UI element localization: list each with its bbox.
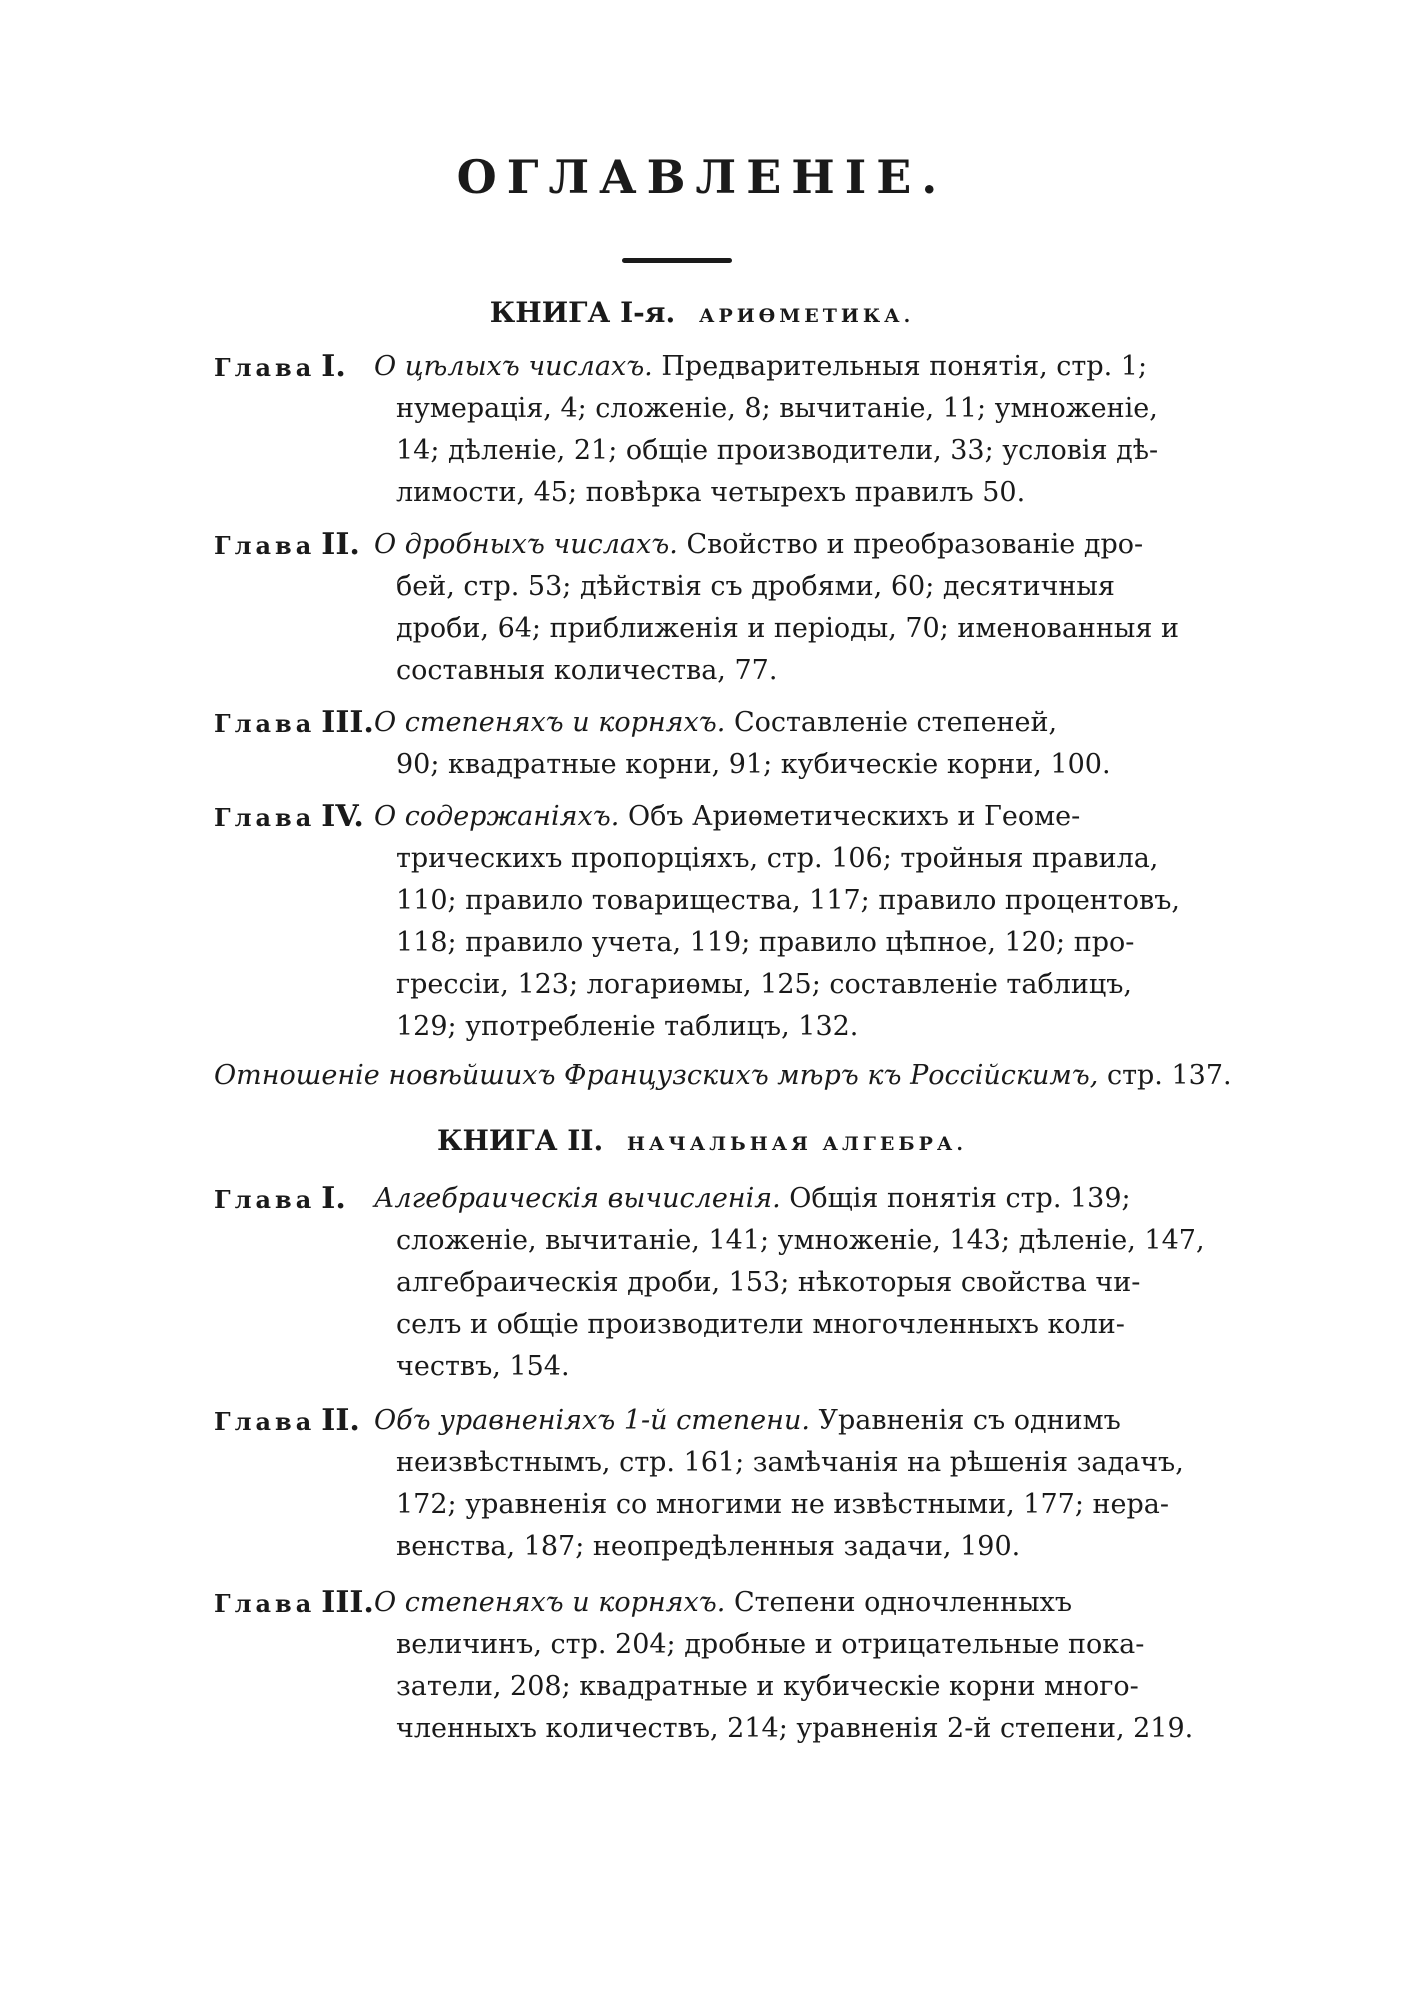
chapter-line: неизвѣстнымъ, стр. 161; замѣчанія на рѣшенія задачъ, xyxy=(396,1447,1184,1478)
chapter-first-rest: Общія понятія стр. 139; xyxy=(789,1183,1131,1214)
chapter-word: Глава xyxy=(214,531,316,560)
book-2-label: КНИГА xyxy=(437,1124,558,1157)
chapter-label xyxy=(214,1582,374,1625)
chapter-first-line xyxy=(374,524,1143,566)
chapter-number: IV. xyxy=(321,799,364,834)
chapter-word: Глава xyxy=(214,709,316,738)
chapter-line: грессіи, 123; логариѳмы, 125; составленіе таблицъ, xyxy=(396,969,1132,1000)
chapter-number: II. xyxy=(321,1403,360,1438)
chapter-number: I. xyxy=(321,1181,346,1216)
chapter-line: 110; правило товарищества, 117; правило процентовъ, xyxy=(396,885,1180,916)
chapter-line: сложеніе, вычитаніе, 141; умноженіе, 143; дѣленіе, 147, xyxy=(396,1225,1205,1256)
chapter-subject: О дробныхъ числахъ. xyxy=(374,529,678,560)
note-italic: Отношеніе новѣйшихъ Французскихъ мѣръ къ Россійскимъ, xyxy=(214,1060,1099,1091)
chapter-subject: О цѣлыхъ числахъ. xyxy=(374,351,653,382)
chapter-first-rest: Предварительныя понятія, стр. 1; xyxy=(661,351,1148,382)
chapter-subject: Алгебраическія вычисленія. xyxy=(374,1183,781,1214)
chapter-label xyxy=(214,702,374,745)
chapter-line: 118; правило учета, 119; правило цѣпное, 120; про- xyxy=(396,927,1135,958)
book-2-heading xyxy=(0,1124,1404,1157)
chapter-subject: О содержаніяхъ. xyxy=(374,801,620,832)
chapter-line: 90; квадратные корни, 91; кубическіе корни, 100. xyxy=(396,749,1111,780)
chapter-line: лимости, 45; повѣрка четырехъ правилъ 50. xyxy=(396,477,1026,508)
chapter-line: венства, 187; неопредѣленныя задачи, 190. xyxy=(396,1531,1021,1562)
chapter-first-line xyxy=(374,702,1057,744)
chapter-label xyxy=(214,796,364,839)
chapter-line: нумерація, 4; сложеніе, 8; вычитаніе, 11; умноженіе, xyxy=(396,393,1158,424)
book-1-heading xyxy=(0,296,1404,329)
chapter-line: величинъ, стр. 204; дробные и отрицательные пока- xyxy=(396,1629,1145,1660)
chapter-number: I. xyxy=(321,349,346,384)
chapter-first-line xyxy=(374,1400,1121,1442)
chapter-subject: О степеняхъ и корняхъ. xyxy=(374,707,726,738)
chapter-word: Глава xyxy=(214,1185,316,1214)
page-title: ОГЛАВЛЕНІЕ. xyxy=(456,150,948,204)
chapter-first-rest: Составленіе степеней, xyxy=(733,707,1058,738)
chapter-line: членныхъ количествъ, 214; уравненія 2-й степени, 219. xyxy=(396,1713,1194,1744)
book-2-name: НАЧАЛЬНАЯ АЛГЕБРА. xyxy=(626,1133,967,1155)
measures-note xyxy=(214,1060,1232,1091)
chapter-line: чествъ, 154. xyxy=(396,1351,570,1382)
chapter-number: III. xyxy=(321,1585,374,1620)
chapter-first-rest: Степени одночленныхъ xyxy=(733,1587,1073,1618)
note-page: стр. 137. xyxy=(1106,1060,1232,1091)
chapter-first-rest: Свойство и преобразованіе дро- xyxy=(686,529,1144,560)
chapter-first-line xyxy=(374,346,1147,388)
book-2-number: II. xyxy=(567,1124,604,1157)
chapter-subject: Объ уравненіяхъ 1-й степени. xyxy=(374,1405,810,1436)
chapter-word: Глава xyxy=(214,803,316,832)
chapter-line: трическихъ пропорціяхъ, стр. 106; тройныя правила, xyxy=(396,843,1159,874)
chapter-line: 129; употребленіе таблицъ, 132. xyxy=(396,1011,859,1042)
book-1-name: АРИѲМЕТИКА. xyxy=(698,305,915,327)
book-1-number: I-я. xyxy=(620,296,676,329)
chapter-line: дроби, 64; приближенія и періоды, 70; именованныя и xyxy=(396,613,1180,644)
chapter-word: Глава xyxy=(214,1589,316,1618)
chapter-first-rest: Уравненія съ однимъ xyxy=(818,1405,1121,1436)
chapter-first-rest: Объ Ариѳметическихъ и Геоме- xyxy=(627,801,1081,832)
chapter-label xyxy=(214,346,346,389)
chapter-label xyxy=(214,1400,360,1443)
chapter-label xyxy=(214,524,360,567)
chapter-word: Глава xyxy=(214,1407,316,1436)
chapter-line: 14; дѣленіе, 21; общіе производители, 33; условія дѣ- xyxy=(396,435,1159,466)
chapter-label xyxy=(214,1178,346,1221)
chapter-word: Глава xyxy=(214,353,316,382)
chapter-line: селъ и общіе производители многочленныхъ коли- xyxy=(396,1309,1125,1340)
chapter-line: 172; уравненія со многими не извѣстными, 177; нера- xyxy=(396,1489,1169,1520)
chapter-first-line xyxy=(374,796,1080,838)
chapter-subject: О степеняхъ и корняхъ. xyxy=(374,1587,726,1618)
title-divider xyxy=(622,258,732,263)
chapter-first-line xyxy=(374,1178,1131,1220)
chapter-number: III. xyxy=(321,705,374,740)
chapter-first-line xyxy=(374,1582,1072,1624)
chapter-line: алгебраическія дроби, 153; нѣкоторыя свойства чи- xyxy=(396,1267,1141,1298)
chapter-line: затели, 208; квадратные и кубическіе корни много- xyxy=(396,1671,1139,1702)
book-1-label: КНИГА xyxy=(489,296,611,329)
chapter-line: бей, стр. 53; дѣйствія съ дробями, 60; десятичныя xyxy=(396,571,1115,602)
chapter-number: II. xyxy=(321,527,360,562)
chapter-line: составныя количества, 77. xyxy=(396,655,778,686)
